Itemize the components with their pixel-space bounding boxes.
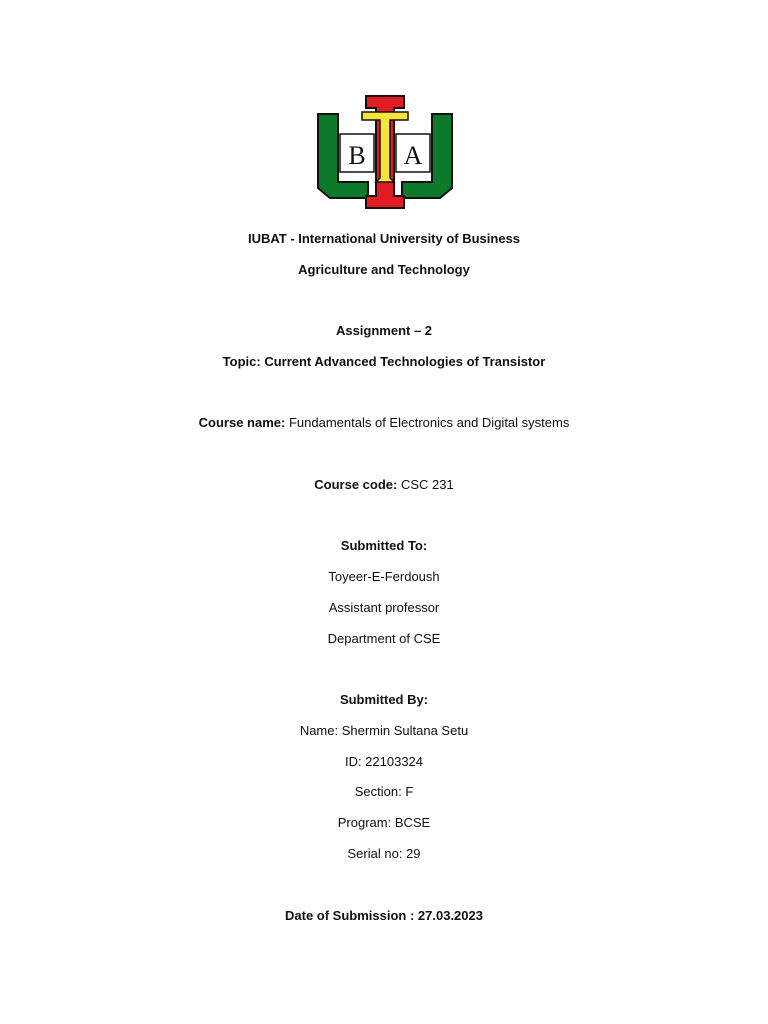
logo-letter-a: A xyxy=(403,141,423,170)
submitted-by-program: Program: BCSE xyxy=(337,815,431,830)
university-line-1: IUBAT - International University of Business xyxy=(247,231,521,246)
course-name-line xyxy=(0,414,768,432)
course-name-value: Fundamentals of Electronics and Digital systems xyxy=(288,415,570,430)
course-code-value: CSC 231 xyxy=(400,477,454,492)
submitted-by-heading: Submitted By: xyxy=(339,692,429,707)
submitted-to-heading: Submitted To: xyxy=(340,538,428,553)
submitted-by-section: Section: F xyxy=(354,784,414,799)
submitted-to-person: Toyeer-E-Ferdoush xyxy=(328,569,440,584)
university-line-2: Agriculture and Technology xyxy=(298,262,470,277)
course-name-label: Course name: xyxy=(198,415,286,430)
assignment-topic: Topic: Current Advanced Technologies of Transistor xyxy=(222,354,546,369)
submitted-to-designation: Assistant professor xyxy=(328,600,440,615)
course-code-line xyxy=(0,476,768,494)
course-code-label: Course code: xyxy=(314,477,398,492)
submitted-by-name: Name: Shermin Sultana Setu xyxy=(299,723,469,738)
iubat-logo xyxy=(316,94,454,212)
assignment-title: Assignment – 2 xyxy=(335,323,433,338)
submitted-to-department: Department of CSE xyxy=(327,631,441,646)
logo-letter-b: B xyxy=(348,141,366,170)
submitted-by-id: ID: 22103324 xyxy=(344,754,424,769)
submitted-by-serial: Serial no: 29 xyxy=(347,846,421,861)
submission-date: Date of Submission : 27.03.2023 xyxy=(285,908,483,923)
